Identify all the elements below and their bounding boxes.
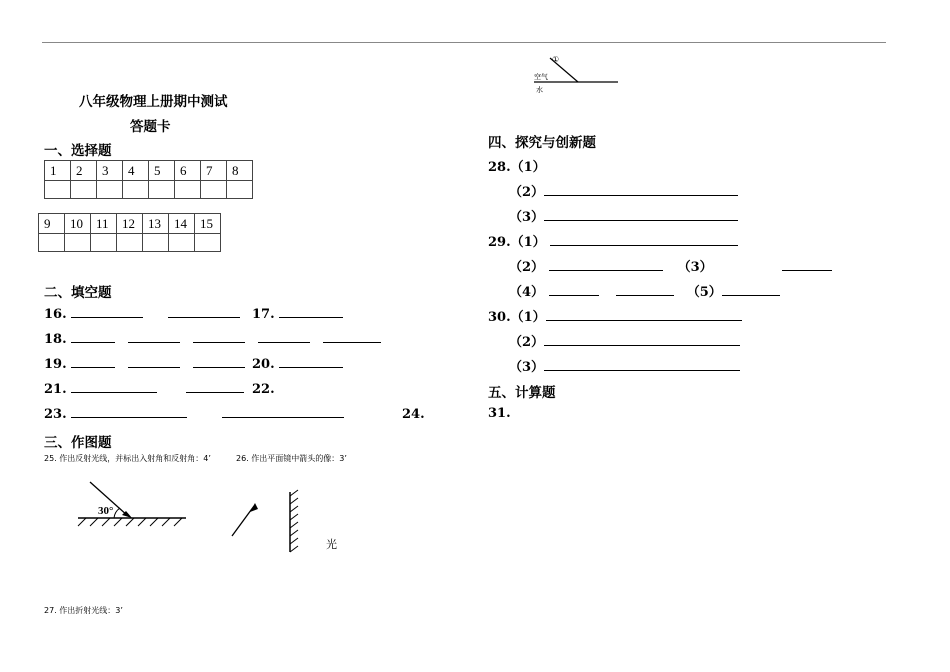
question-17 bbox=[252, 307, 343, 322]
question-30-part2: （2） bbox=[509, 331, 740, 350]
answer-box[interactable] bbox=[169, 234, 195, 252]
choice-cell: 5 bbox=[149, 161, 175, 181]
question-28-part2: （2） bbox=[509, 181, 738, 200]
question-25-prompt: 25. 作出反射光线，并标出入射角和反射角：4’ bbox=[44, 454, 211, 463]
question-24: 24. bbox=[402, 407, 425, 422]
question-21 bbox=[44, 382, 244, 397]
question-number: 19. bbox=[44, 357, 67, 372]
choice-cell: 7 bbox=[201, 161, 227, 181]
air-label: 空气 bbox=[534, 73, 548, 81]
page-title: 八年级物理上册期中测试 bbox=[79, 94, 228, 110]
choice-cell: 2 bbox=[71, 161, 97, 181]
angle-arc bbox=[114, 508, 120, 518]
answer-blank[interactable] bbox=[168, 307, 240, 318]
section-calc-heading: 五、计算题 bbox=[488, 385, 556, 401]
answer-blank[interactable] bbox=[71, 332, 115, 343]
refraction-diagram bbox=[528, 50, 620, 118]
choice-cell: 6 bbox=[175, 161, 201, 181]
choice-table-1 bbox=[44, 160, 253, 199]
choice-cell: 10 bbox=[65, 214, 91, 234]
answer-box[interactable] bbox=[45, 181, 71, 199]
question-number: 16. bbox=[44, 307, 67, 322]
top-rule bbox=[42, 42, 886, 43]
question-29-part4: （4） （5） bbox=[509, 281, 780, 300]
question-number: 21. bbox=[44, 382, 67, 397]
question-20 bbox=[252, 357, 343, 372]
answer-blank[interactable] bbox=[549, 285, 599, 296]
question-16 bbox=[44, 307, 240, 322]
plane-mirror-diagram bbox=[228, 488, 348, 558]
page-subtitle: 答题卡 bbox=[130, 119, 171, 135]
choice-cell: 3 bbox=[97, 161, 123, 181]
question-23 bbox=[44, 407, 344, 422]
answer-blank[interactable] bbox=[323, 332, 381, 343]
water-label: 水 bbox=[536, 86, 543, 94]
object-arrow bbox=[232, 506, 254, 536]
answer-blank[interactable] bbox=[546, 310, 742, 321]
choice-cell: 4 bbox=[123, 161, 149, 181]
answer-box[interactable] bbox=[201, 181, 227, 199]
answer-blank[interactable] bbox=[258, 332, 310, 343]
choice-cell: 13 bbox=[143, 214, 169, 234]
choice-cell: 11 bbox=[91, 214, 117, 234]
question-19 bbox=[44, 357, 245, 372]
question-28-part1: 28.（1） bbox=[488, 160, 546, 175]
arrowhead-icon bbox=[250, 503, 258, 512]
choice-cell: 14 bbox=[169, 214, 195, 234]
answer-box[interactable] bbox=[71, 181, 97, 199]
choice-cell: 12 bbox=[117, 214, 143, 234]
question-30-part3: （3） bbox=[509, 356, 740, 375]
answer-box[interactable] bbox=[143, 234, 169, 252]
answer-box[interactable] bbox=[97, 181, 123, 199]
section-explore-heading: 四、探究与创新题 bbox=[488, 135, 596, 151]
answer-blank[interactable] bbox=[616, 285, 674, 296]
answer-blank[interactable] bbox=[71, 407, 187, 418]
answer-blank[interactable] bbox=[544, 335, 740, 346]
answer-box[interactable] bbox=[123, 181, 149, 199]
question-22: 22. bbox=[252, 382, 275, 397]
question-31: 31. bbox=[488, 406, 511, 421]
answer-blank[interactable] bbox=[128, 357, 180, 368]
answer-blank[interactable] bbox=[193, 357, 245, 368]
question-29-part2: （2） （3） bbox=[509, 256, 832, 275]
question-18 bbox=[44, 332, 381, 347]
question-29-part1: 29.（1） bbox=[488, 231, 738, 250]
answer-blank[interactable] bbox=[193, 332, 245, 343]
section-drawing-heading: 三、作图题 bbox=[44, 435, 112, 451]
choice-cell: 9 bbox=[39, 214, 65, 234]
answer-box[interactable] bbox=[39, 234, 65, 252]
answer-box[interactable] bbox=[117, 234, 143, 252]
question-number: 18. bbox=[44, 332, 67, 347]
answer-blank[interactable] bbox=[550, 235, 738, 246]
question-28-part3: （3） bbox=[509, 206, 738, 225]
answer-blank[interactable] bbox=[71, 307, 143, 318]
answer-box[interactable] bbox=[91, 234, 117, 252]
answer-blank[interactable] bbox=[782, 260, 832, 271]
answer-blank[interactable] bbox=[71, 382, 157, 393]
question-number: 23. bbox=[44, 407, 67, 422]
answer-blank[interactable] bbox=[544, 210, 738, 221]
answer-box[interactable] bbox=[195, 234, 221, 252]
answer-blank[interactable] bbox=[279, 357, 343, 368]
answer-box[interactable] bbox=[175, 181, 201, 199]
question-number: 28. bbox=[488, 160, 511, 175]
question-number: 17. bbox=[252, 307, 275, 322]
section-fill-heading: 二、填空题 bbox=[44, 285, 112, 301]
answer-blank[interactable] bbox=[71, 357, 115, 368]
choice-table-2 bbox=[38, 213, 221, 252]
answer-blank[interactable] bbox=[722, 285, 780, 296]
angle-label: 30° bbox=[98, 505, 114, 517]
question-number: 30. bbox=[488, 310, 511, 325]
choice-cell: 1 bbox=[45, 161, 71, 181]
question-number: 20. bbox=[252, 357, 275, 372]
answer-box[interactable] bbox=[65, 234, 91, 252]
question-30-part1: 30.（1） bbox=[488, 306, 742, 325]
answer-blank[interactable] bbox=[222, 407, 344, 418]
section-choice-heading: 一、选择题 bbox=[44, 143, 112, 159]
question-27-prompt: 27. 作出折射光线：3’ bbox=[44, 606, 123, 615]
question-26-prompt: 26. 作出平面镜中箭头的像：3’ bbox=[236, 454, 347, 463]
choice-cell: 15 bbox=[195, 214, 221, 234]
answer-box[interactable] bbox=[227, 181, 253, 199]
answer-blank[interactable] bbox=[128, 332, 180, 343]
mirror-hatching bbox=[78, 518, 182, 526]
answer-blank[interactable] bbox=[279, 307, 343, 318]
reflection-diagram bbox=[76, 478, 188, 528]
ray-label: ① bbox=[552, 55, 560, 64]
answer-blank[interactable] bbox=[186, 382, 244, 393]
answer-box[interactable] bbox=[149, 181, 175, 199]
question-number: 29. bbox=[488, 235, 511, 250]
answer-blank[interactable] bbox=[544, 360, 740, 371]
answer-blank[interactable] bbox=[544, 185, 738, 196]
answer-blank[interactable] bbox=[549, 260, 663, 271]
light-label: 光 bbox=[326, 538, 337, 551]
mirror-hatching bbox=[290, 490, 298, 552]
choice-cell: 8 bbox=[227, 161, 253, 181]
